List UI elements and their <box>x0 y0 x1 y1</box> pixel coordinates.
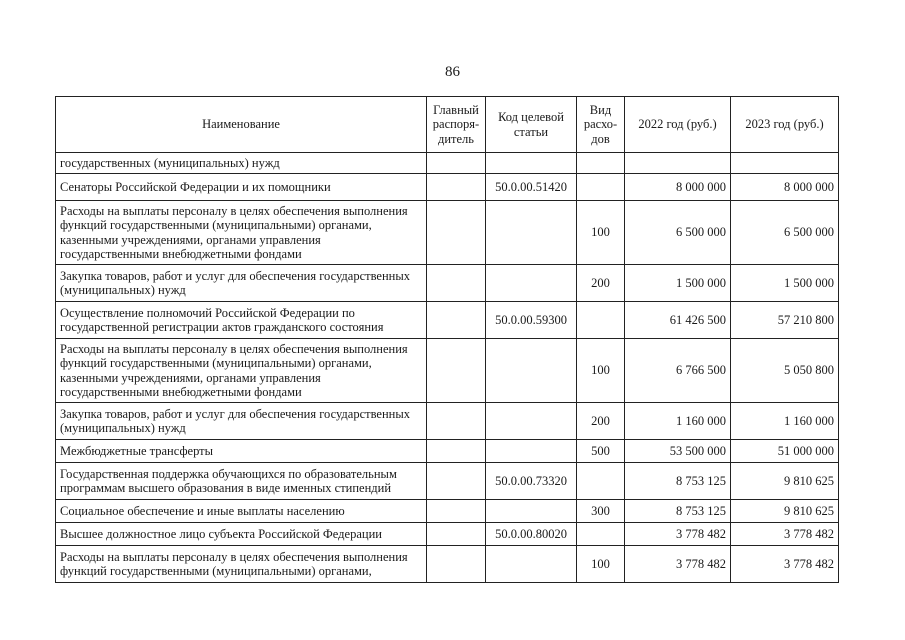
row-expense-type: 200 <box>577 403 625 440</box>
header-row <box>56 97 839 153</box>
row-target-code <box>486 403 577 440</box>
row-name: Высшее должностное лицо субъекта Российской Федерации <box>56 523 427 546</box>
row-target-code <box>486 500 577 523</box>
table-row <box>56 201 839 265</box>
table-row <box>56 440 839 463</box>
row-amount-2023: 3 778 482 <box>731 523 839 546</box>
row-name: Межбюджетные трансферты <box>56 440 427 463</box>
table-row <box>56 463 839 500</box>
row-target-code: 50.0.00.80020 <box>486 523 577 546</box>
row-chief <box>427 500 486 523</box>
row-chief <box>427 403 486 440</box>
row-amount-2022: 8 753 125 <box>625 500 731 523</box>
table-row <box>56 153 839 174</box>
row-amount-2022: 8 000 000 <box>625 174 731 201</box>
table-body <box>56 153 839 583</box>
row-expense-type <box>577 174 625 201</box>
row-amount-2022: 3 778 482 <box>625 546 731 583</box>
row-chief <box>427 174 486 201</box>
row-amount-2022: 1 500 000 <box>625 265 731 302</box>
row-expense-type <box>577 153 625 174</box>
row-target-code <box>486 265 577 302</box>
row-amount-2022: 3 778 482 <box>625 523 731 546</box>
table-row <box>56 500 839 523</box>
table-row <box>56 339 839 403</box>
page-number: 86 <box>445 64 460 80</box>
row-expense-type: 100 <box>577 546 625 583</box>
row-amount-2022: 8 753 125 <box>625 463 731 500</box>
row-expense-type <box>577 523 625 546</box>
table-row <box>56 523 839 546</box>
row-chief <box>427 440 486 463</box>
row-name: Расходы на выплаты персоналу в целях обеспечения выполнения функций государственными (муниципальными) органами, <box>56 546 427 583</box>
row-amount-2022: 6 500 000 <box>625 201 731 265</box>
row-target-code <box>486 339 577 403</box>
row-amount-2022: 61 426 500 <box>625 302 731 339</box>
row-amount-2023: 6 500 000 <box>731 201 839 265</box>
row-name: государственных (муниципальных) нужд <box>56 153 427 174</box>
row-amount-2023: 3 778 482 <box>731 546 839 583</box>
row-amount-2023: 57 210 800 <box>731 302 839 339</box>
row-name: Социальное обеспечение и иные выплаты населению <box>56 500 427 523</box>
row-target-code: 50.0.00.73320 <box>486 463 577 500</box>
row-expense-type: 500 <box>577 440 625 463</box>
row-amount-2023: 5 050 800 <box>731 339 839 403</box>
row-name: Осуществление полномочий Российской Федерации по государственной регистрации актов гражданского состояния <box>56 302 427 339</box>
row-amount-2022: 6 766 500 <box>625 339 731 403</box>
row-expense-type: 200 <box>577 265 625 302</box>
row-expense-type: 100 <box>577 201 625 265</box>
row-name: Сенаторы Российской Федерации и их помощники <box>56 174 427 201</box>
row-chief <box>427 153 486 174</box>
header-expense-type: Вид расхо-дов <box>577 97 625 153</box>
row-amount-2023: 1 160 000 <box>731 403 839 440</box>
table-row <box>56 302 839 339</box>
header-target-code: Код целевой статьи <box>486 97 577 153</box>
row-target-code: 50.0.00.59300 <box>486 302 577 339</box>
row-amount-2023: 9 810 625 <box>731 463 839 500</box>
row-chief <box>427 265 486 302</box>
row-target-code <box>486 546 577 583</box>
row-name: Закупка товаров, работ и услуг для обеспечения государственных (муниципальных) нужд <box>56 403 427 440</box>
row-expense-type <box>577 302 625 339</box>
header-2022: 2022 год (руб.) <box>625 97 731 153</box>
table-row <box>56 546 839 583</box>
row-amount-2023: 9 810 625 <box>731 500 839 523</box>
row-amount-2023: 8 000 000 <box>731 174 839 201</box>
row-expense-type <box>577 463 625 500</box>
row-chief <box>427 463 486 500</box>
row-chief <box>427 523 486 546</box>
row-target-code <box>486 201 577 265</box>
row-target-code <box>486 153 577 174</box>
row-amount-2022 <box>625 153 731 174</box>
row-target-code <box>486 440 577 463</box>
row-chief <box>427 339 486 403</box>
row-amount-2022: 1 160 000 <box>625 403 731 440</box>
row-name: Расходы на выплаты персоналу в целях обеспечения выполнения функций государственными (муниципальными) органами, казенными учреждениями, органами управления государственными внебюджетными фондами <box>56 339 427 403</box>
row-chief <box>427 546 486 583</box>
table-row <box>56 265 839 302</box>
row-expense-type: 300 <box>577 500 625 523</box>
row-expense-type: 100 <box>577 339 625 403</box>
row-amount-2023 <box>731 153 839 174</box>
header-2023: 2023 год (руб.) <box>731 97 839 153</box>
row-name: Закупка товаров, работ и услуг для обеспечения государственных (муниципальных) нужд <box>56 265 427 302</box>
row-name: Расходы на выплаты персоналу в целях обеспечения выполнения функций государственными (муниципальными) органами, казенными учреждениями, органами управления государственными внебюджетными фондами <box>56 201 427 265</box>
row-chief <box>427 201 486 265</box>
row-name: Государственная поддержка обучающихся по образовательным программам высшего образования в виде именных стипендий <box>56 463 427 500</box>
header-name: Наименование <box>56 97 427 153</box>
budget-table <box>55 96 839 583</box>
row-amount-2023: 1 500 000 <box>731 265 839 302</box>
table-row <box>56 403 839 440</box>
row-target-code: 50.0.00.51420 <box>486 174 577 201</box>
row-amount-2023: 51 000 000 <box>731 440 839 463</box>
row-amount-2022: 53 500 000 <box>625 440 731 463</box>
header-chief: Главный распоря-дитель <box>427 97 486 153</box>
table-row <box>56 174 839 201</box>
row-chief <box>427 302 486 339</box>
